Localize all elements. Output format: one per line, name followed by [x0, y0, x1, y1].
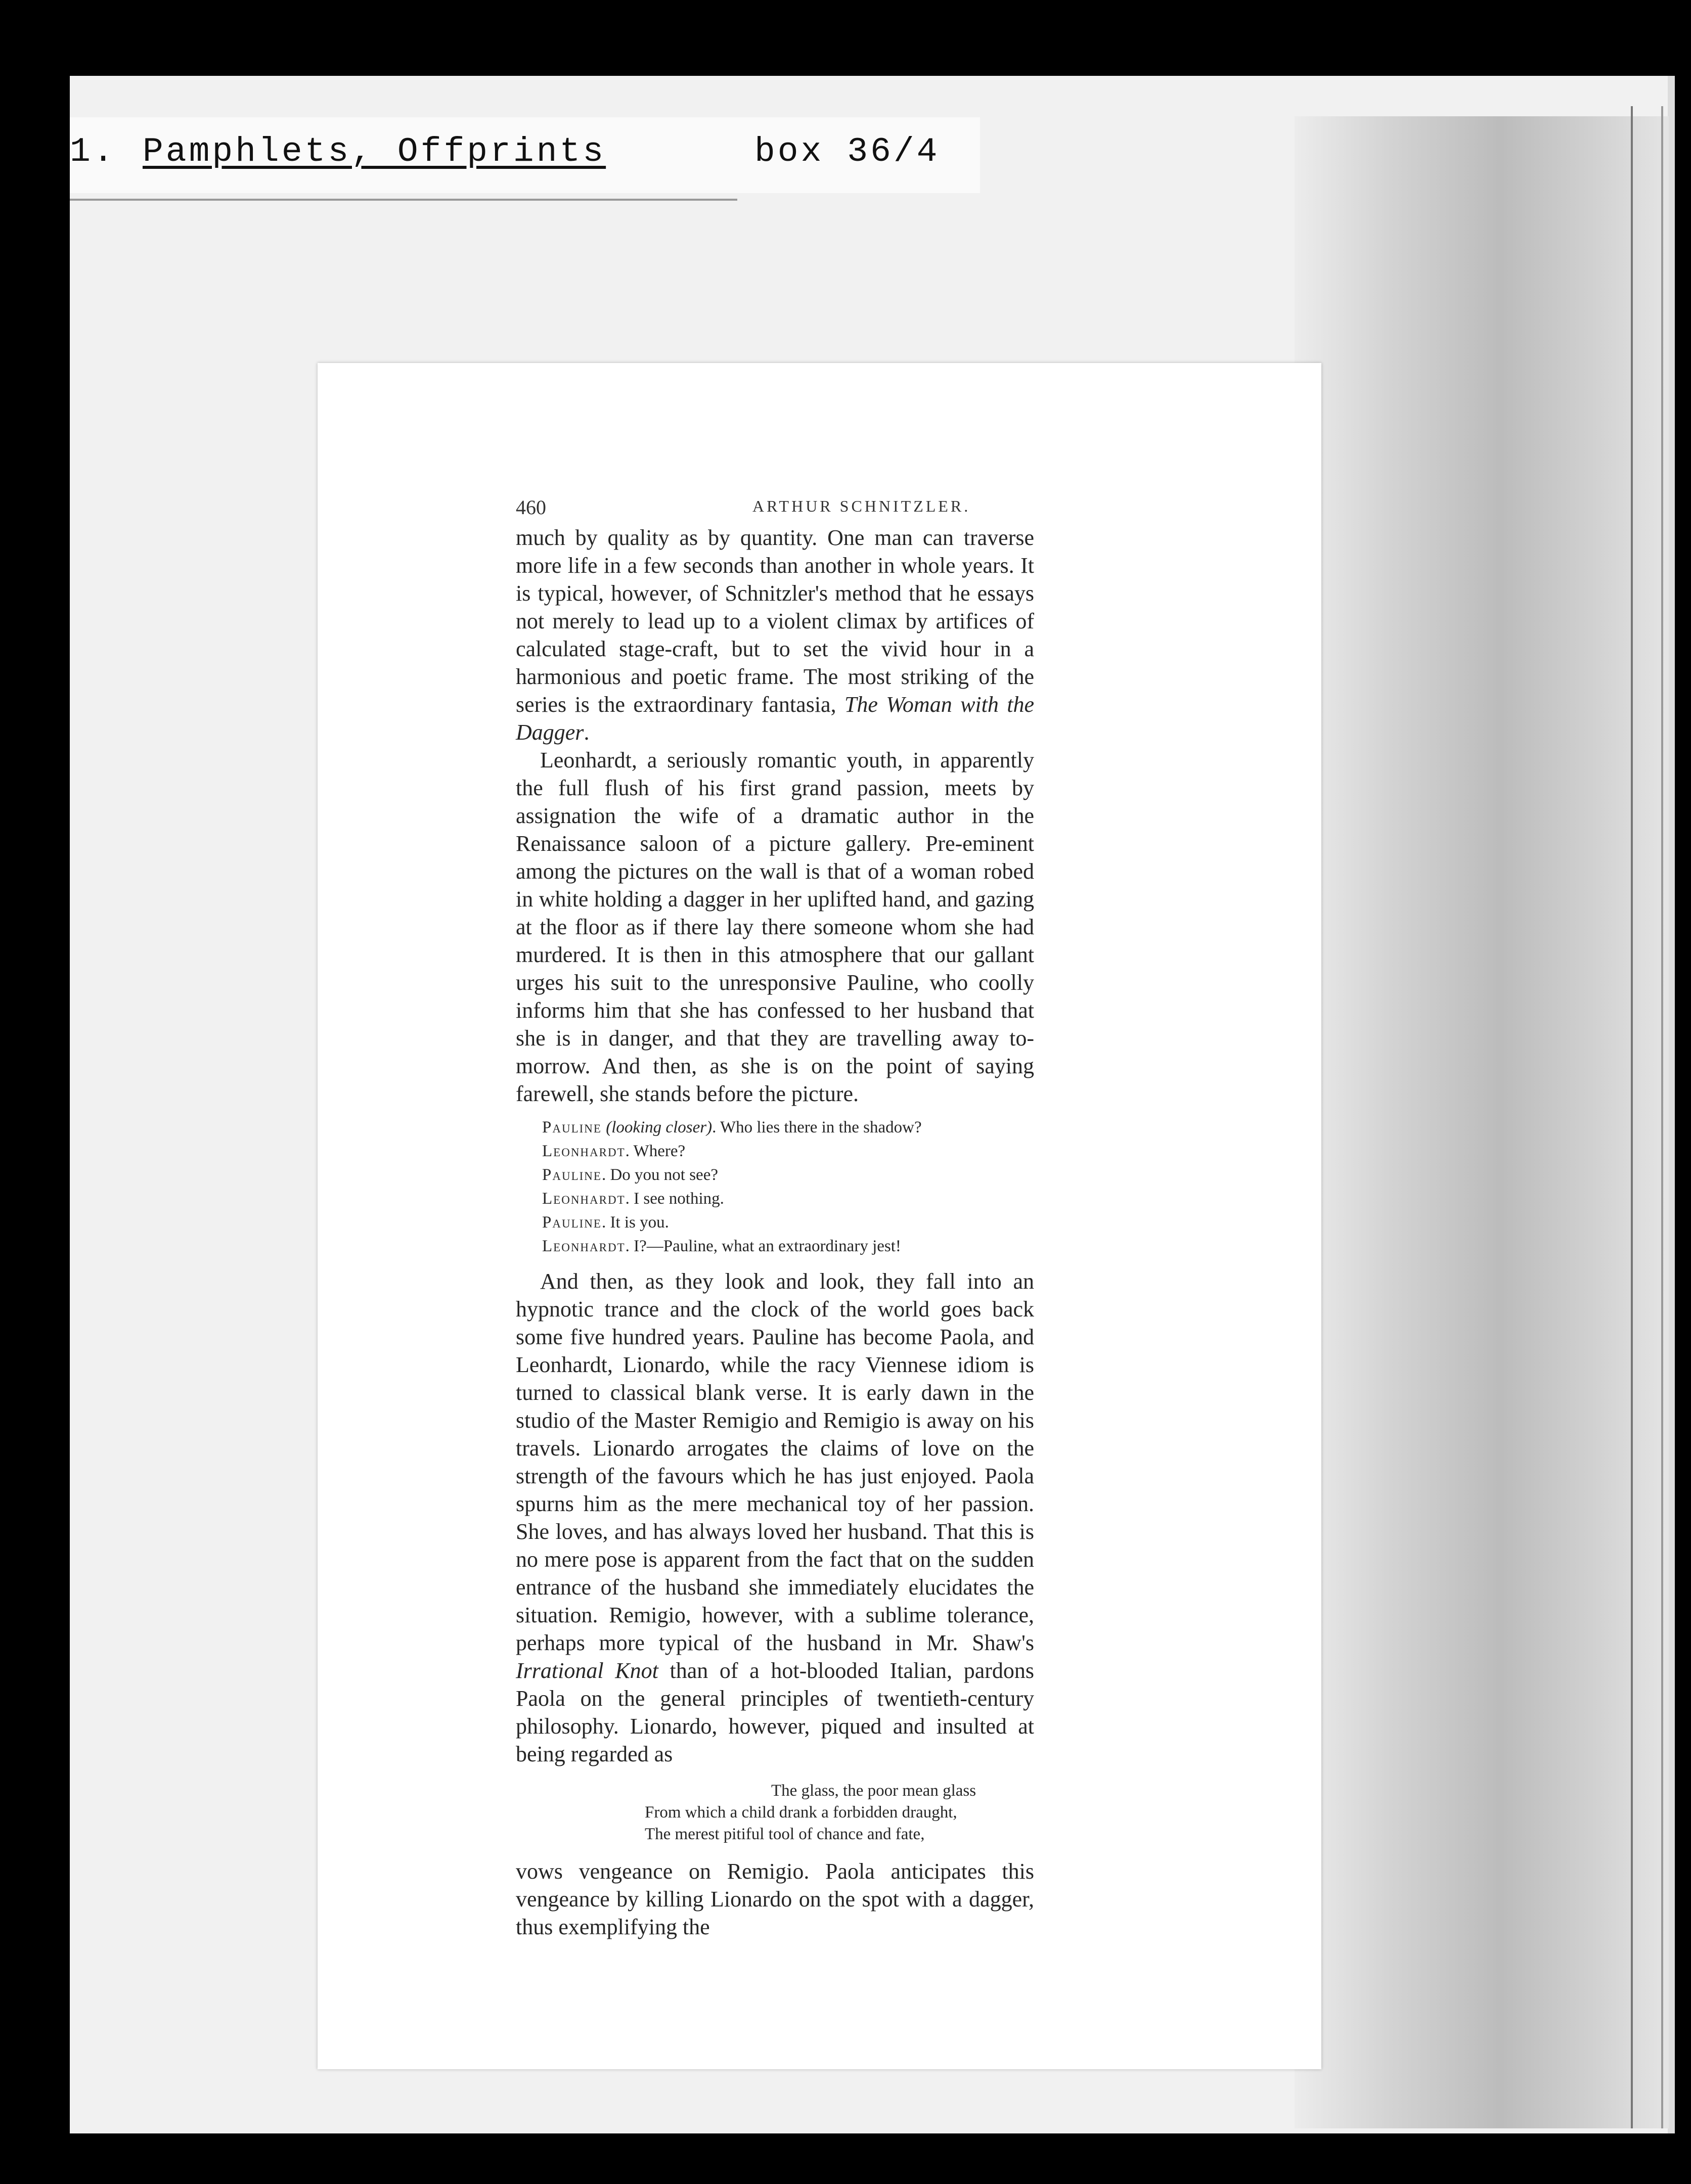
italic-title: The Woman with the Dagger [516, 692, 1034, 745]
dialogue-line: Pauline. It is you. [542, 1213, 669, 1232]
dialogue-line: Pauline. Do you not see? [542, 1166, 718, 1184]
book-page [318, 363, 1321, 2069]
verse-quotation [516, 1780, 1034, 1845]
italic-title: Irrational Knot [516, 1658, 658, 1683]
dialogue-line: Leonhardt. I?—Pauline, what an extraordinary jest! [542, 1237, 901, 1255]
paragraph-3: And then, as they look and look, they fall into an hypnotic trance and the clock of the world goes back some five hundred years. Pauline has become Paola, and Leonhardt, Lionardo, while the racy Viennese idiom is turned to classical blank verse. It is early dawn in the studio of the Master Remigio and Remigio is away on his travels. Lionardo arrogates the claims of love on the strength of the favours which he has just enjoyed. Paola spurns him as the mere mechanical toy of her passion. She loves, and has always loved her husband. That this is no mere pose is apparent from the fact that on the sudden entrance of the husband she immediately elucidates the situation. Remigio, however, with a sublime tolerance, perhaps more typical of the husband in Mr. Shaw's Irrational Knot than of a hot-blooded Italian, pardons Paola on the general principles of twentieth-century philosophy. Lionardo, however, piqued and insulted at being regarded as [516, 1269, 1034, 1766]
paragraph-1: much by quality as by quantity. One man can traverse more life in a few seconds than another in whole years. It is typical, however, of Schnitzler's method that he essays not merely to lead up to a violent climax by artifices of calculated stage-craft, but to set the vivid hour in a harmonious and poetic frame. The most striking of the series is the extraordinary fantasia, The Woman with the Dagger. [516, 525, 1034, 745]
dialogue-block [542, 1116, 1034, 1258]
label-divider [70, 199, 737, 201]
page-body [516, 524, 1034, 1941]
paragraph-4: vows vengeance on Remigio. Paola anticipates this vengeance by killing Lionardo on the spot with a dagger, thus exemplifying the [516, 1859, 1034, 1939]
archive-series-number: 1. [70, 132, 116, 171]
verse-line: The merest pitiful tool of chance and fate, [645, 1825, 925, 1843]
dialogue-line: Pauline (looking closer). Who lies there in the shadow? [542, 1118, 922, 1136]
board-edge-line [1631, 106, 1633, 2128]
page-number: 460 [516, 496, 546, 519]
archive-box-number: box 36/4 [754, 132, 940, 171]
paragraph-2: Leonhardt, a seriously romantic youth, in apparently the full flush of his first grand passion, meets by assignation the wife of a dramatic author in the Renaissance saloon of a picture gallery. Pre-eminent among the pictures on the wall is that of a woman robed in white holding a dagger in her uplifted hand, and gazing at the floor as if there lay there someone whom she had murdered. It is then in this atmosphere that our gallant urges his suit to the unresponsive Pauline, who coolly informs him that she has confessed to her husband that she is in danger, and that they are travelling away to-morrow. And then, as she is on the point of saying farewell, she stands before the picture. [516, 748, 1034, 1106]
running-head: ARTHUR SCHNITZLER. [752, 497, 971, 515]
board-shadow [1295, 116, 1669, 2128]
verse-line: The glass, the poor mean glass [771, 1782, 976, 1800]
archive-title: Pamphlets, Offprints [143, 132, 606, 171]
dialogue-line: Leonhardt. Where? [542, 1142, 686, 1160]
dialogue-line: Leonhardt. I see nothing. [542, 1190, 724, 1208]
board-edge-line [1661, 106, 1663, 2128]
verse-line: From which a child drank a forbidden draught, [645, 1803, 957, 1822]
